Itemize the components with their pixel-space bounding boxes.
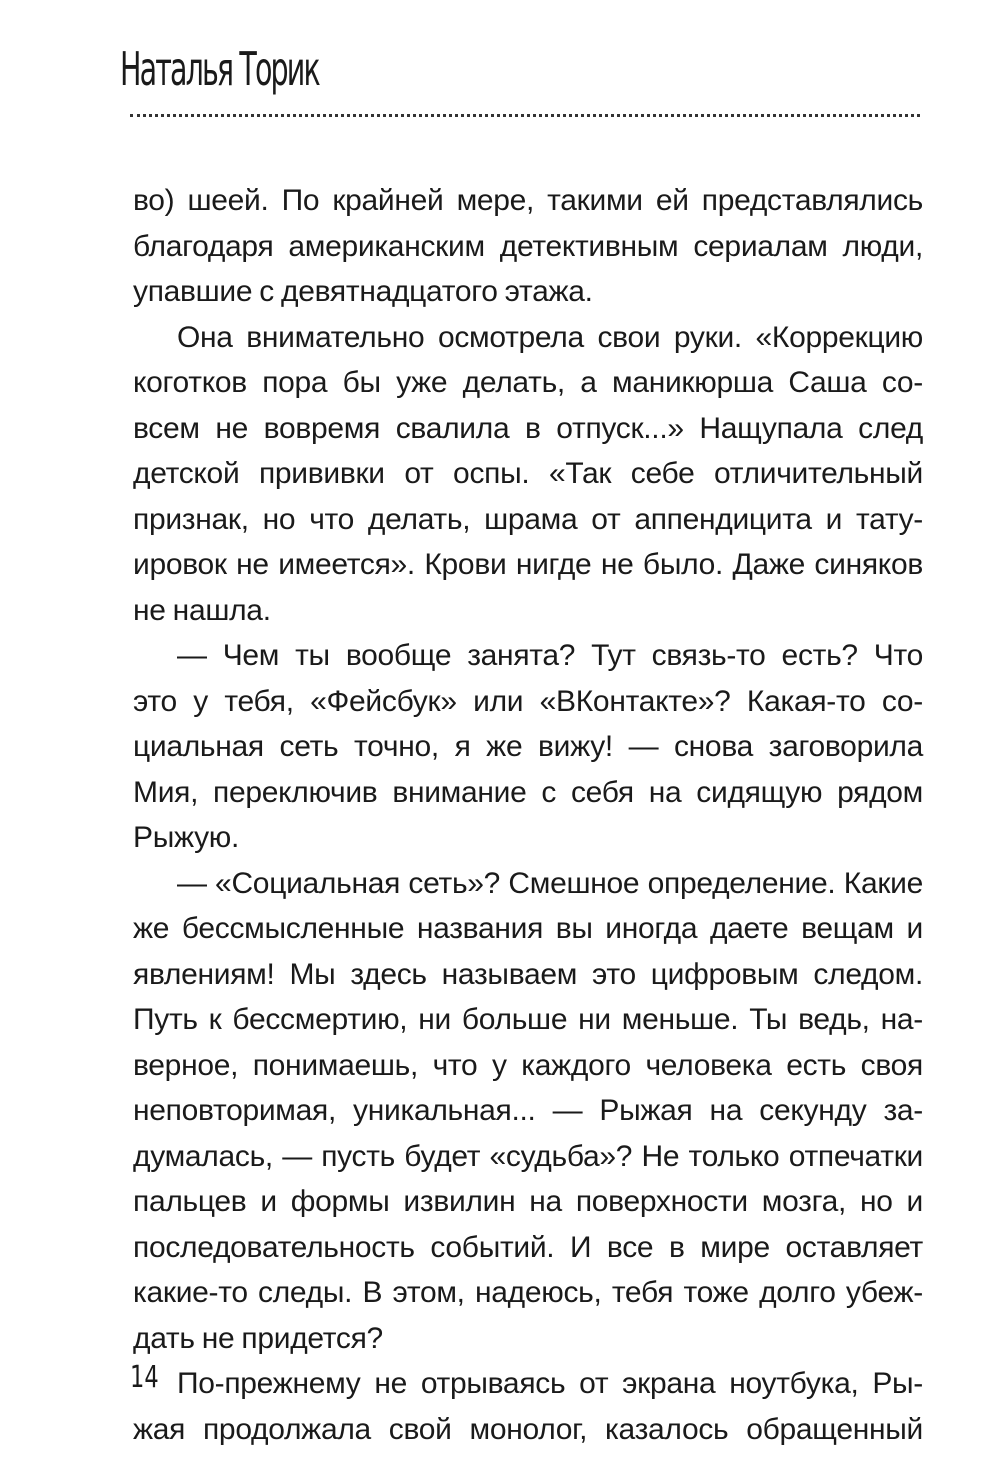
text-line: верное, понимаешь, что у каждого человека есть своя [133, 1048, 923, 1082]
text-line: думалась, — пусть будет «судьба»? Не только отпечатки [133, 1139, 923, 1173]
text-line: дать не придется? [133, 1321, 383, 1355]
text-line: неповторимая, уникальная... — Рыжая на секунду за- [133, 1094, 923, 1127]
running-head-author: Наталья Торик [120, 42, 319, 96]
page-number: 14 [130, 1360, 159, 1395]
text-line: во) шеей. По крайней мере, такими ей представлялись [133, 184, 923, 217]
text-line: детской прививки от оспы. «Так себе отличительный [133, 457, 923, 490]
text-line: какие-то следы. В этом, надеюсь, тебя тоже долго убеж- [133, 1276, 923, 1309]
text-line: Она внимательно осмотрела свои руки. «Коррекцию [177, 320, 923, 354]
text-line: последовательность событий. И все в мире оставляет [133, 1230, 923, 1264]
text-line: Рыжую. [133, 821, 240, 854]
text-line: пальцев и формы извилин на поверхности мозга, но и [133, 1185, 923, 1218]
text-line: не нашла. [133, 593, 271, 627]
text-line: коготков пора бы уже делать, а маникюрша Саша со- [133, 366, 923, 399]
body-text [133, 178, 923, 1452]
text-line: упавшие с девятнадцатого этажа. [133, 275, 593, 308]
text-line: Мия, переключив внимание с себя на сидящую рядом [133, 775, 923, 809]
text-line: признак, но что делать, шрама от аппендицита и тату- [133, 502, 923, 536]
text-line: циальная сеть точно, я же вижу! — снова заговорила [133, 730, 923, 763]
text-line: явлениям! Мы здесь называем это цифровым следом. [133, 957, 923, 991]
dotted-rule [130, 114, 920, 117]
text-line: — «Социальная сеть»? Смешное определение. Какие [177, 866, 923, 900]
text-line: ировок не имеется». Крови нигде не было. Даже синяков [133, 548, 923, 581]
text-line: По-прежнему не отрываясь от экрана ноутбука, Ры- [177, 1367, 923, 1400]
text-line: благодаря американским детективным сериалам люди, [133, 229, 923, 263]
text-line: же бессмысленные названия вы иногда даете вещам и [133, 912, 923, 945]
text-line: это у тебя, «Фейсбук» или «ВКонтакте»? Какая-то со- [133, 684, 923, 718]
text-line: Путь к бессмертию, ни больше ни меньше. Ты ведь, на- [133, 1003, 923, 1036]
text-line: жая продолжала свой монолог, казалось обращенный [133, 1412, 923, 1446]
text-line: всем не вовремя свалила в отпуск...» Нащупала след [133, 411, 923, 445]
text-line: — Чем ты вообще занята? Тут связь-то есть? Что [177, 639, 923, 672]
